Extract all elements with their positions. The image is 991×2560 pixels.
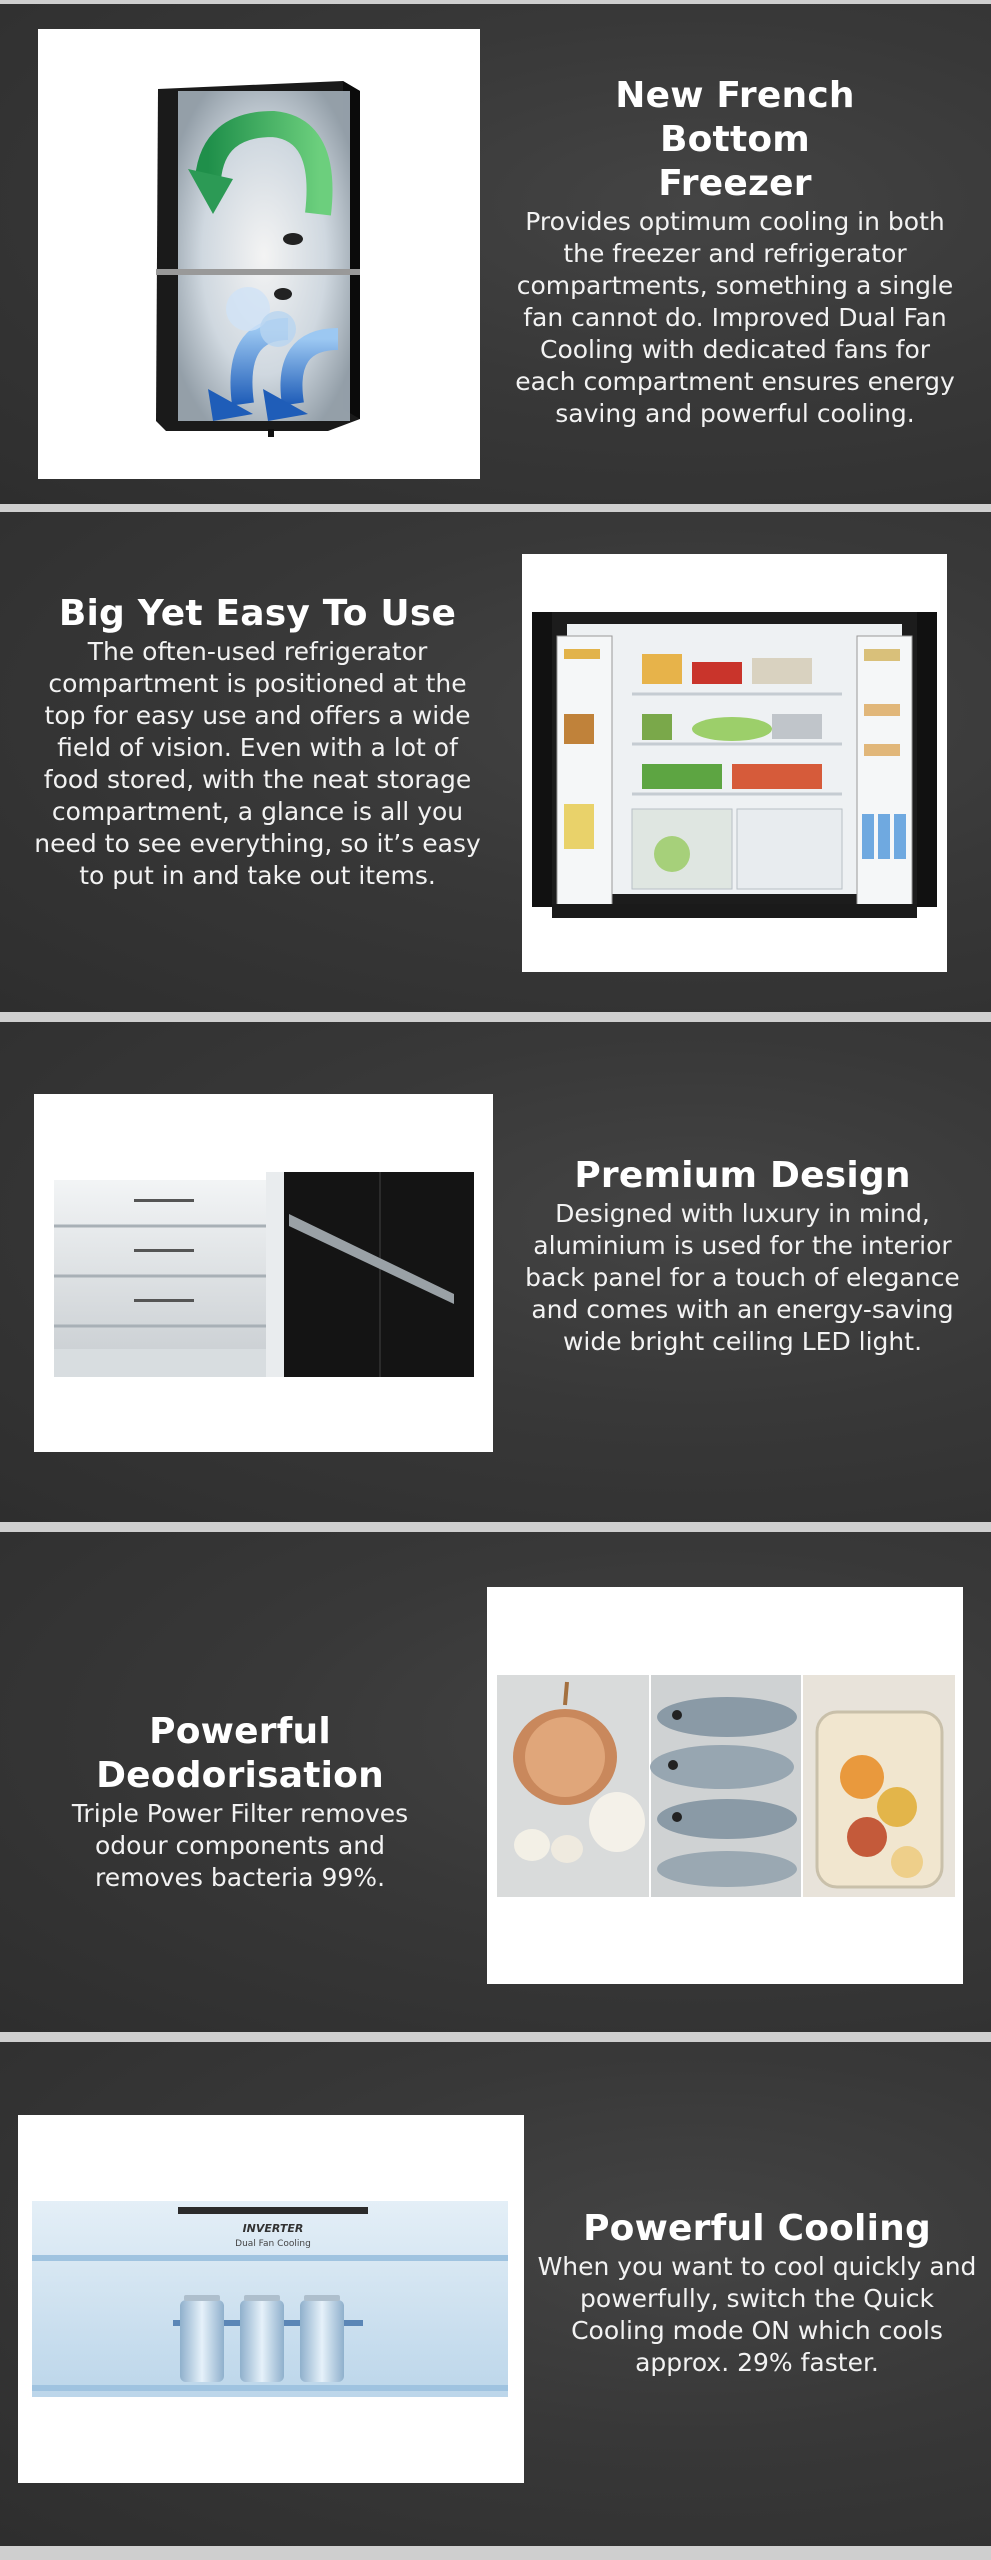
section-text (515, 1154, 970, 1358)
cooling-label-line2: Dual Fan Cooling (235, 2239, 311, 2249)
section-title: New French Bottom Freezer (615, 75, 855, 204)
section-text (10, 1710, 470, 1894)
separator (0, 504, 991, 512)
separator (0, 2032, 991, 2042)
section-big-yet-easy-to-use (0, 512, 991, 1012)
fridge-led-panel-image (34, 1094, 493, 1452)
section-body: When you want to cool quickly and powerfully, switch the Quick Cooling mode ON which cools approx. 29% faster. (537, 2252, 977, 2377)
section-title: Big Yet Easy To Use (58, 593, 457, 634)
section-text (533, 2207, 981, 2379)
food-odour-image (487, 1587, 963, 1984)
section-powerful-cooling (0, 2042, 991, 2546)
section-text (510, 74, 960, 430)
section-body: Triple Power Filter removes odour components and removes bacteria 99%. (71, 1799, 409, 1892)
section-body: Provides optimum cooling in both the freezer and refrigerator compartments, something a single fan cannot do. Improved Dual Fan Cooling with dedicated fans for each compartment ensures energy saving and powerful cooling. (515, 207, 955, 428)
section-title: Premium Design (574, 1155, 911, 1196)
separator (0, 1012, 991, 1022)
cooling-label-line1: INVERTER (242, 2222, 304, 2235)
section-premium-design (0, 1022, 991, 1522)
section-text (30, 592, 485, 892)
separator (0, 2546, 991, 2560)
section-new-french-bottom-freezer (0, 4, 991, 504)
quick-cooling-image (18, 2115, 524, 2483)
fridge-interior-image (522, 554, 947, 972)
fridge-airflow-image (38, 29, 480, 479)
section-title: Powerful Cooling (583, 2208, 931, 2249)
section-title: Powerful Deodorisation (96, 1711, 384, 1796)
section-powerful-deodorisation (0, 1532, 991, 2032)
section-body: Designed with luxury in mind, aluminium is used for the interior back panel for a touch of elegance and comes with an energy-saving wide bright ceiling LED light. (525, 1199, 960, 1356)
section-body: The often-used refrigerator compartment is positioned at the top for easy use and offers a wide field of vision. Even with a lot of food stored, with the neat storage compartment, a glance is all you need to see everything, so it’s easy to put in and take out items. (34, 637, 481, 890)
separator (0, 1522, 991, 1532)
